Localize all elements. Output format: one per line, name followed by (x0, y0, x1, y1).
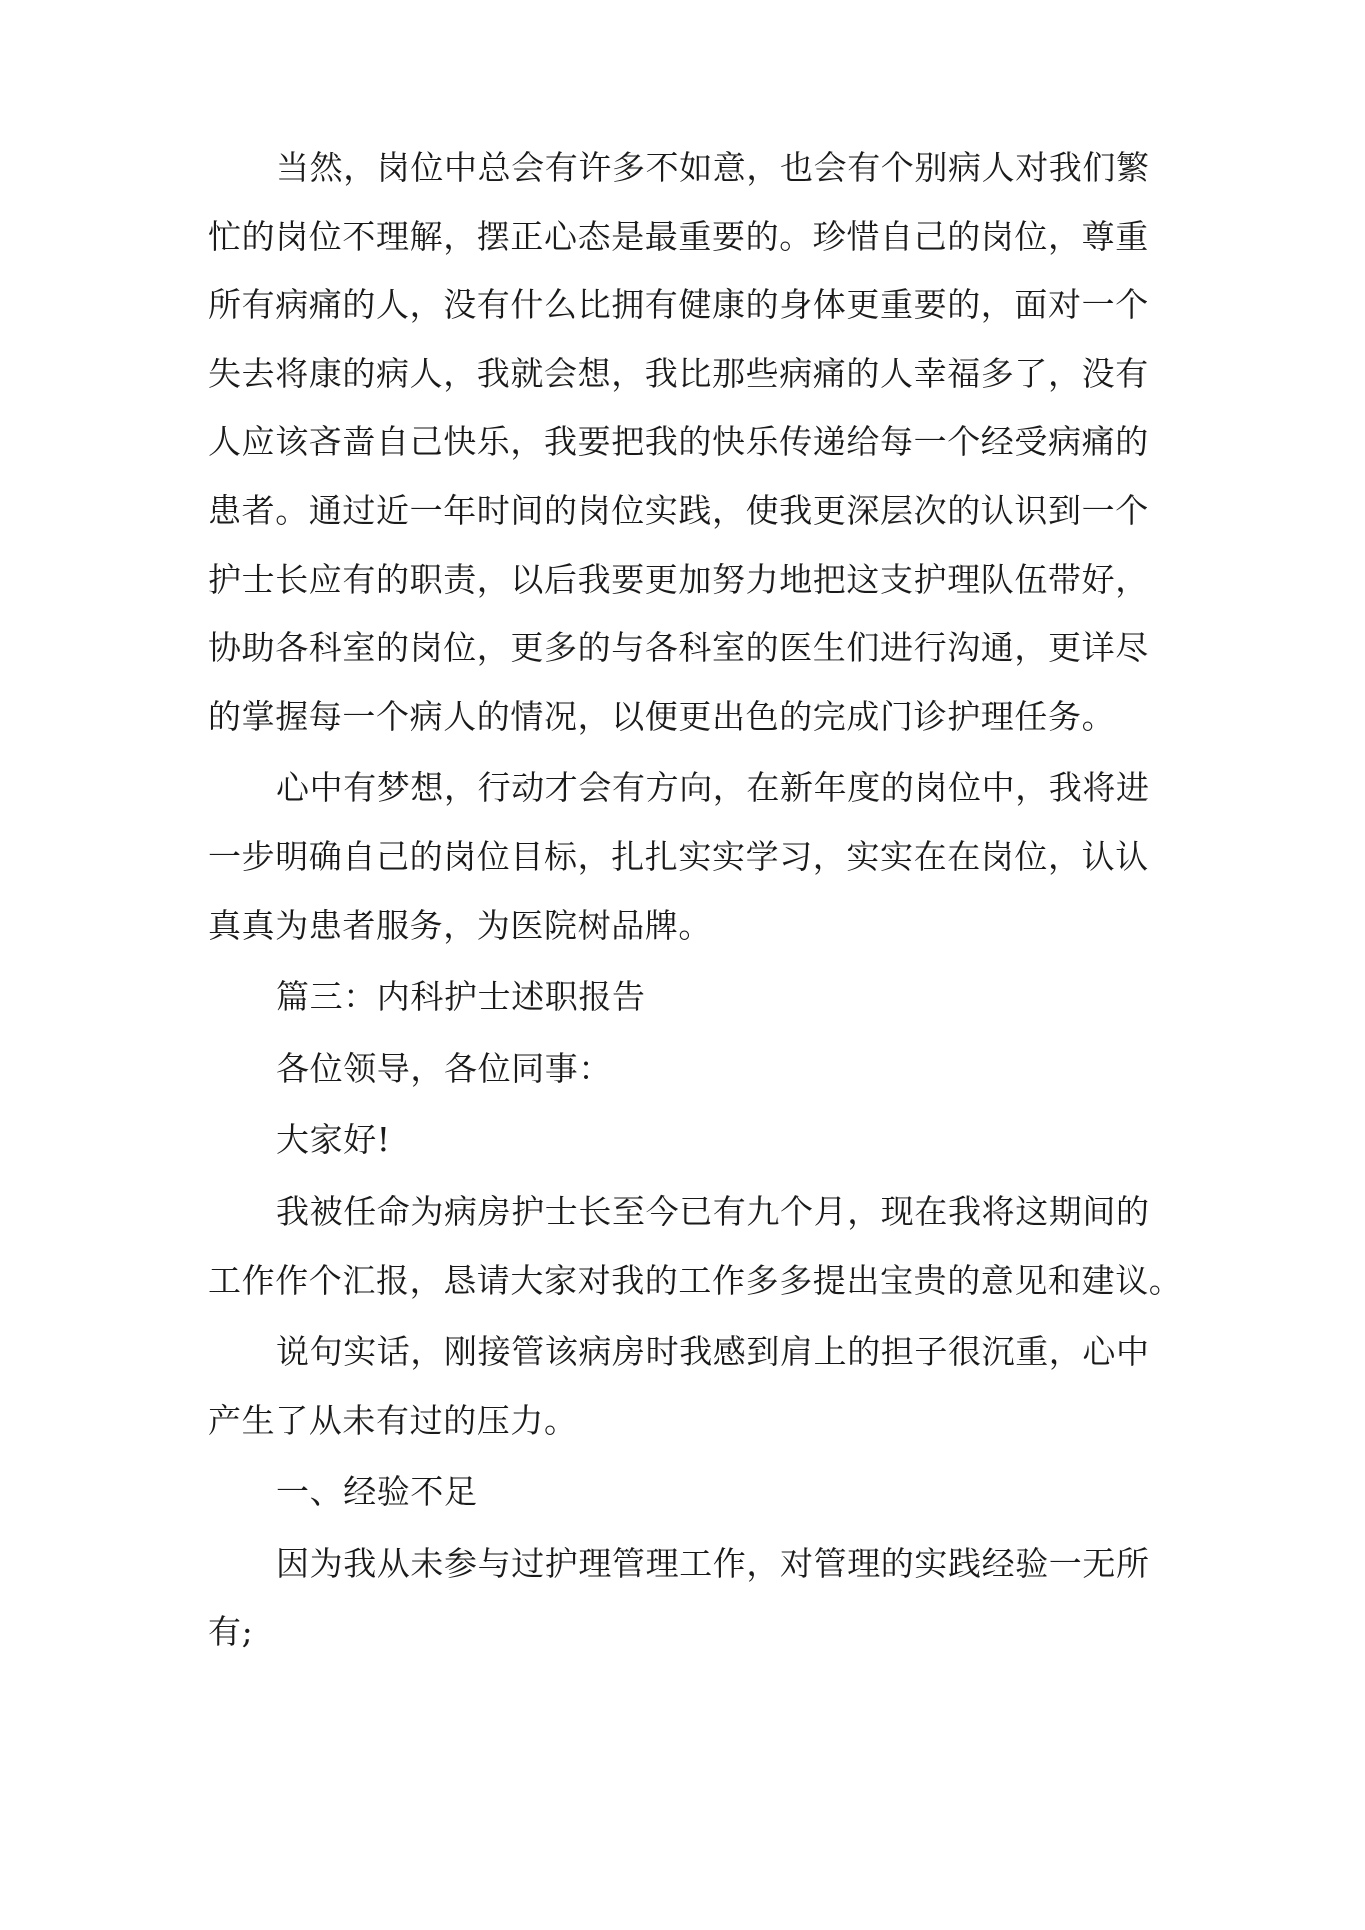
text-line: 真真为患者服务，为医院树品牌。 (208, 905, 712, 945)
text-line: 护士长应有的职责，以后我要更加努力地把这支护理队伍带好， (208, 559, 1149, 599)
paragraph-2 (208, 754, 1170, 960)
text-line: 心中有梦想，行动才会有方向，在新年度的岗位中，我将进 (276, 768, 1150, 808)
text-line: 患者。通过近一年时间的岗位实践，使我更深层次的认识到一个 (208, 490, 1149, 530)
paragraph-5 (208, 1530, 1170, 1667)
text-line: 因为我从未参与过护理管理工作，对管理的实践经验一无所 (276, 1543, 1150, 1583)
text-line: 失去将康的病人，我就会想，我比那些病痛的人幸福多了，没有 (208, 353, 1149, 393)
text-line: 大家好! (276, 1120, 391, 1160)
greeting (208, 1106, 1170, 1175)
section-heading (208, 963, 1170, 1032)
text-line: 各位领导，各位同事： (276, 1048, 612, 1088)
subheading (208, 1458, 1170, 1527)
paragraph-3 (208, 1178, 1183, 1315)
text-line: 说句实话，刚接管该病房时我感到肩上的担子很沉重，心中 (276, 1332, 1150, 1372)
text-line: 的掌握每一个病人的情况，以便更出色的完成门诊护理任务。 (208, 696, 1116, 736)
text-line: 一步明确自己的岗位目标，扎扎实实学习，实实在在岗位，认认 (208, 836, 1149, 876)
text-line: 协助各科室的岗位，更多的与各科室的医生们进行沟通，更详尽 (208, 628, 1149, 668)
text-line: 所有病痛的人，没有什么比拥有健康的身体更重要的，面对一个 (208, 285, 1149, 325)
text-line: 我被任命为病房护士长至今已有九个月，现在我将这期间的 (276, 1191, 1150, 1231)
text-line: 篇三：内科护士述职报告 (276, 977, 646, 1017)
text-line: 一、经验不足 (276, 1472, 478, 1512)
document-page (208, 134, 1183, 1667)
text-line: 当然，岗位中总会有许多不如意，也会有个别病人对我们繁 (276, 148, 1150, 187)
paragraph-4 (208, 1318, 1170, 1455)
salutation (208, 1035, 1170, 1104)
text-line: 工作作个汇报，恳请大家对我的工作多多提出宝贵的意见和建议。 (208, 1260, 1183, 1300)
text-line: 有; (208, 1612, 254, 1652)
text-line: 产生了从未有过的压力。 (208, 1400, 578, 1440)
text-line: 人应该吝啬自己快乐，我要把我的快乐传递给每一个经受病痛的 (208, 422, 1149, 462)
text-line: 忙的岗位不理解，摆正心态是最重要的。珍惜自己的岗位，尊重 (208, 216, 1149, 256)
paragraph-1 (208, 134, 1170, 751)
